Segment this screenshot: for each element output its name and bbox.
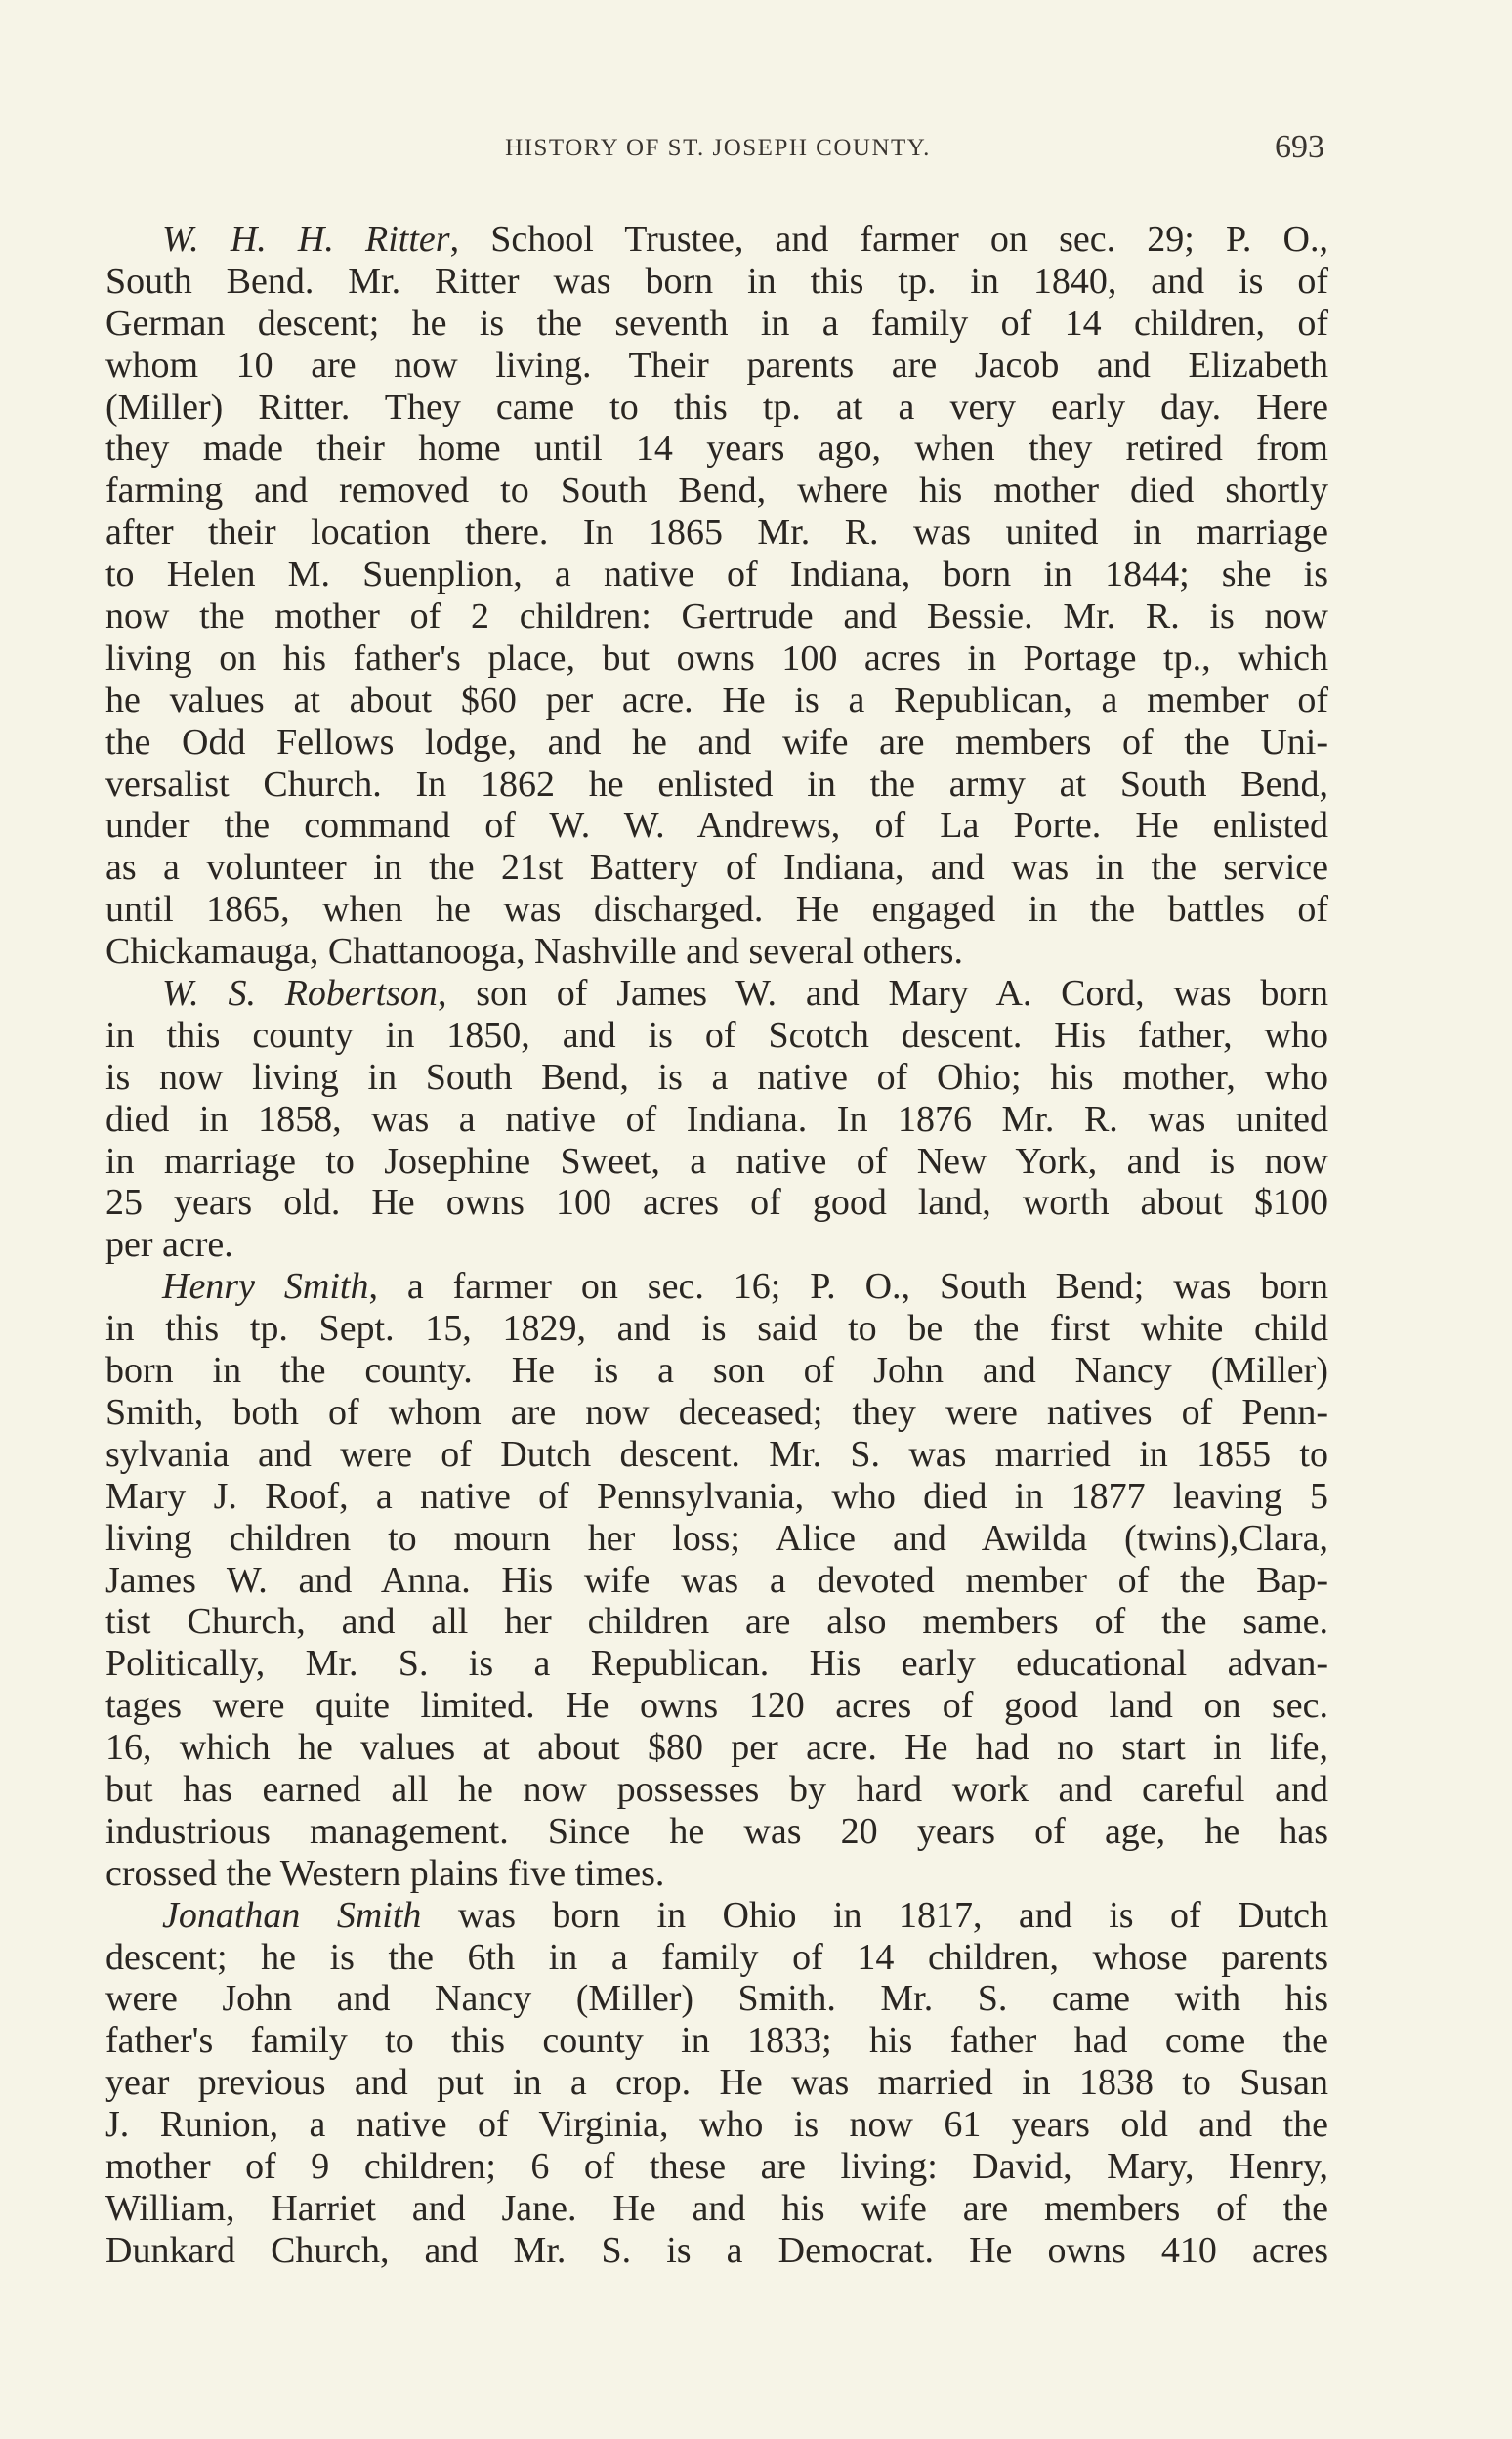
subject-name: Jonathan Smith — [162, 1894, 422, 1936]
line-text: living children to mourn her loss; Alice and Awilda (twins),Clara, — [105, 1517, 1328, 1559]
line-text: mother of 9 children; 6 of these are living: David, Mary, Henry, — [105, 2145, 1328, 2187]
text-line — [105, 2188, 1328, 2230]
subject-name: Henry Smith — [162, 1266, 369, 1308]
line-text: in this tp. Sept. 15, 1829, and is said to be the first white child — [105, 1308, 1328, 1350]
line-text: descent; he is the 6th in a family of 14 children, whose parents — [105, 1936, 1328, 1978]
line-text: to Helen M. Suenplion, a native of Indiana, born in 1844; she is — [105, 554, 1328, 596]
text-line — [105, 1476, 1328, 1518]
line-text: farming and removed to South Bend, where his mother died shortly — [105, 470, 1328, 512]
line-text: living on his father's place, but owns 100 acres in Portage tp., which — [105, 637, 1328, 679]
text-line — [105, 596, 1328, 638]
text-line — [105, 973, 1328, 1015]
biography-paragraph — [105, 973, 1328, 1266]
text-line — [105, 1224, 1328, 1266]
text-line — [105, 2230, 1328, 2272]
line-text: under the command of W. W. Andrews, of La Porte. He enlisted — [105, 805, 1328, 847]
line-text: tist Church, and all her children are also members of the same. — [105, 1601, 1328, 1643]
line-text: father's family to this county in 1833; his father had come the — [105, 2020, 1328, 2062]
line-text: crossed the Western plains five times. — [105, 1852, 665, 1894]
line-text: Mary J. Roof, a native of Pennsylvania, who died in 1877 leaving 5 — [105, 1475, 1328, 1517]
line-text: was born in Ohio in 1817, and is of Dutch — [421, 1894, 1328, 1936]
text-line — [105, 1434, 1328, 1476]
page-number: 693 — [1275, 129, 1324, 165]
text-line — [105, 1853, 1328, 1895]
line-text: 16, which he values at about $80 per acre. He had no start in life, — [105, 1727, 1328, 1769]
running-head-title: HISTORY OF ST. JOSEPH COUNTY. — [505, 135, 931, 161]
line-text: whom 10 are now living. Their parents are Jacob and Elizabeth — [105, 344, 1328, 386]
biography-paragraph — [105, 219, 1328, 973]
text-line — [105, 1182, 1328, 1224]
text-line — [105, 303, 1328, 345]
text-line — [105, 1978, 1328, 2020]
text-line — [105, 428, 1328, 470]
line-text: now the mother of 2 children: Gertrude and Bessie. Mr. R. is now — [105, 596, 1328, 638]
page-body-text — [105, 219, 1328, 2272]
text-line — [105, 805, 1328, 847]
line-text: Smith, both of whom are now deceased; they were natives of Penn- — [105, 1391, 1328, 1433]
line-text: in marriage to Josephine Sweet, a native of New York, and is now — [105, 1140, 1328, 1182]
text-line — [105, 1560, 1328, 1602]
text-line — [105, 1895, 1328, 1937]
text-line — [105, 2020, 1328, 2062]
subject-name: W. H. H. Ritter — [162, 219, 450, 260]
text-line — [105, 1266, 1328, 1308]
line-text: 25 years old. He owns 100 acres of good land, worth about $100 — [105, 1182, 1328, 1224]
line-text: versalist Church. In 1862 he enlisted in the army at South Bend, — [105, 763, 1328, 805]
text-line — [105, 2146, 1328, 2188]
text-line — [105, 638, 1328, 680]
line-text: year previous and put in a crop. He was married in 1838 to Susan — [105, 2062, 1328, 2104]
text-line — [105, 1308, 1328, 1350]
line-text: is now living in South Bend, is a native of Ohio; his mother, who — [105, 1056, 1328, 1098]
text-line — [105, 470, 1328, 512]
text-line — [105, 2104, 1328, 2146]
line-text: were John and Nancy (Miller) Smith. Mr. S. came with his — [105, 1978, 1328, 2020]
line-text: , a farmer on sec. 16; P. O., South Bend; was born — [368, 1266, 1328, 1308]
line-text: South Bend. Mr. Ritter was born in this tp. in 1840, and is of — [105, 260, 1328, 302]
text-line — [105, 554, 1328, 596]
line-text: Politically, Mr. S. is a Republican. His early educational advan- — [105, 1643, 1328, 1685]
line-text: died in 1858, was a native of Indiana. In 1876 Mr. R. was united — [105, 1098, 1328, 1140]
line-text: James W. and Anna. His wife was a devoted member of the Bap- — [105, 1559, 1328, 1601]
text-line — [105, 1601, 1328, 1643]
text-line — [105, 1518, 1328, 1560]
biography-paragraph — [105, 1895, 1328, 2272]
line-text: the Odd Fellows lodge, and he and wife are members of the Uni- — [105, 721, 1328, 763]
line-text: , son of James W. and Mary A. Cord, was born — [437, 973, 1328, 1015]
line-text: sylvania and were of Dutch descent. Mr. S. was married in 1855 to — [105, 1433, 1328, 1475]
text-line — [105, 764, 1328, 806]
line-text: in this county in 1850, and is of Scotch descent. His father, who — [105, 1014, 1328, 1056]
line-text: , School Trustee, and farmer on sec. 29; P. O., — [449, 219, 1328, 260]
text-line — [105, 2062, 1328, 2104]
line-text: J. Runion, a native of Virginia, who is now 61 years old and the — [105, 2104, 1328, 2146]
text-line — [105, 1685, 1328, 1727]
text-line — [105, 1937, 1328, 1979]
line-text: (Miller) Ritter. They came to this tp. at a very early day. Here — [105, 386, 1328, 428]
line-text: William, Harriet and Jane. He and his wife are members of the — [105, 2187, 1328, 2229]
line-text: born in the county. He is a son of John and Nancy (Miller) — [105, 1350, 1328, 1392]
text-line — [105, 931, 1328, 973]
line-text: after their location there. In 1865 Mr. R. was united in marriage — [105, 512, 1328, 554]
text-line — [105, 1392, 1328, 1434]
text-line — [105, 847, 1328, 889]
text-line — [105, 1811, 1328, 1853]
line-text: until 1865, when he was discharged. He engaged in the battles of — [105, 889, 1328, 931]
text-line — [105, 1769, 1328, 1811]
text-line — [105, 722, 1328, 764]
line-text: but has earned all he now possesses by hard work and careful and — [105, 1768, 1328, 1810]
text-line — [105, 1057, 1328, 1099]
line-text: as a volunteer in the 21st Battery of Indiana, and was in the service — [105, 847, 1328, 889]
text-line — [105, 1643, 1328, 1685]
text-line — [105, 1099, 1328, 1141]
text-line — [105, 512, 1328, 554]
text-line — [105, 261, 1328, 303]
line-text: German descent; he is the seventh in a family of 14 children, of — [105, 302, 1328, 344]
text-line — [105, 345, 1328, 387]
line-text: they made their home until 14 years ago, when they retired from — [105, 428, 1328, 470]
line-text: tages were quite limited. He owns 120 acres of good land on sec. — [105, 1685, 1328, 1727]
line-text: he values at about $60 per acre. He is a Republican, a member of — [105, 679, 1328, 721]
text-line — [105, 1015, 1328, 1057]
text-line — [105, 1727, 1328, 1769]
line-text: Dunkard Church, and Mr. S. is a Democrat. He owns 410 acres — [105, 2229, 1328, 2271]
biography-paragraph — [105, 1266, 1328, 1894]
text-line — [105, 219, 1328, 261]
text-line — [105, 1350, 1328, 1392]
subject-name: W. S. Robertson — [162, 973, 438, 1015]
line-text: Chickamauga, Chattanooga, Nashville and several others. — [105, 931, 963, 973]
line-text: per acre. — [105, 1224, 233, 1266]
text-line — [105, 889, 1328, 931]
text-line — [105, 387, 1328, 429]
text-line — [105, 680, 1328, 722]
text-line — [105, 1141, 1328, 1183]
line-text: industrious management. Since he was 20 years of age, he has — [105, 1810, 1328, 1852]
